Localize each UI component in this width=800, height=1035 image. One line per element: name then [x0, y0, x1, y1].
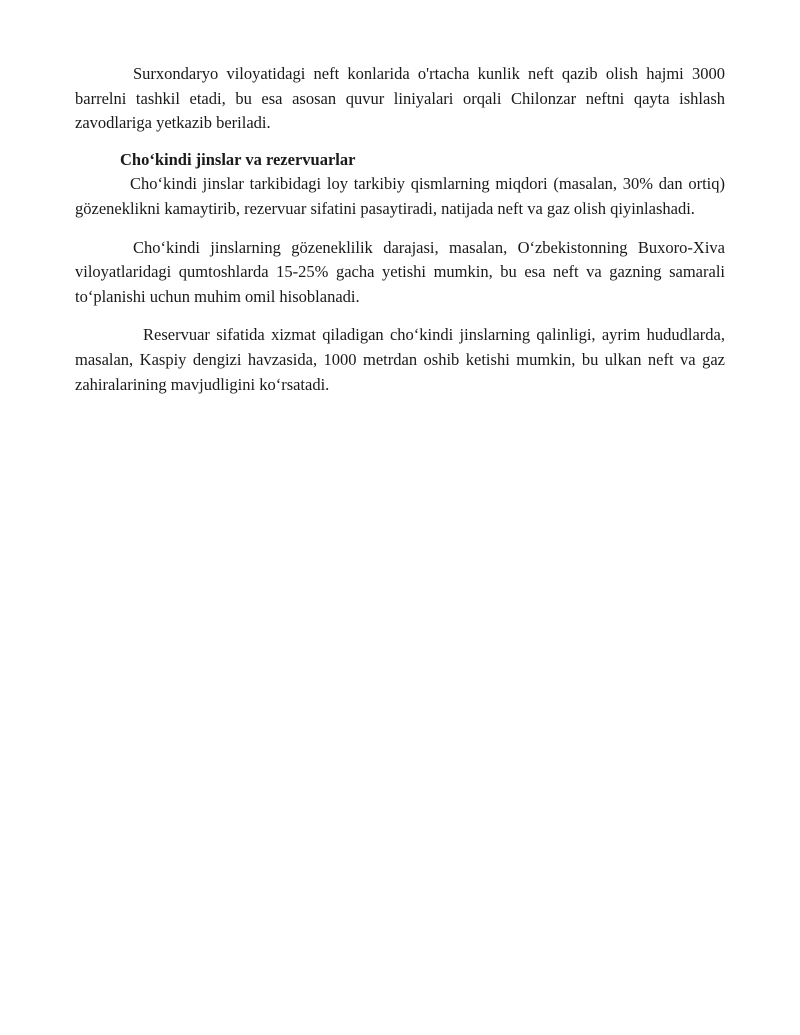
paragraph-clay-content: Cho‘kindi jinslar tarkibidagi loy tarkibiy qismlarning miqdori (masalan, 30% dan ortiq) gözeneklikni kamaytirib, rezervuar sifatini pasaytiradi, natijada neft va gaz olish qiyinlashadi. — [75, 174, 725, 218]
paragraph-reservoir-thickness: Reservuar sifatida xizmat qiladigan cho‘kindi jinslarning qalinligi, ayrim hududlarda, masalan, Kaspiy dengizi havzasida, 1000 metrdan oshib ketishi mumkin, bu ulkan neft va gaz zahiralarining mavjudligini ko‘rsatadi. — [75, 325, 725, 394]
document-body — [75, 62, 725, 397]
section-heading: Cho‘kindi jinslar va rezervuarlar — [120, 149, 356, 169]
paragraph-oil-production: Surxondaryo viloyatidagi neft konlarida o'rtacha kunlik neft qazib olish hajmi 3000 barrelni tashkil etadi, bu esa asosan quvur liniyalari orqali Chilonzar neftni qayta ishlash zavodlariga yetkazib beriladi. — [75, 64, 725, 133]
paragraph-porosity: Cho‘kindi jinslarning gözeneklilik darajasi, masalan, O‘zbekistonning Buxoro-Xiva viloyatlaridagi qumtoshlarda 15-25% gacha yetishi mumkin, bu esa neft va gazning samarali to‘planishi uchun muhim omil hisoblanadi. — [75, 237, 725, 306]
